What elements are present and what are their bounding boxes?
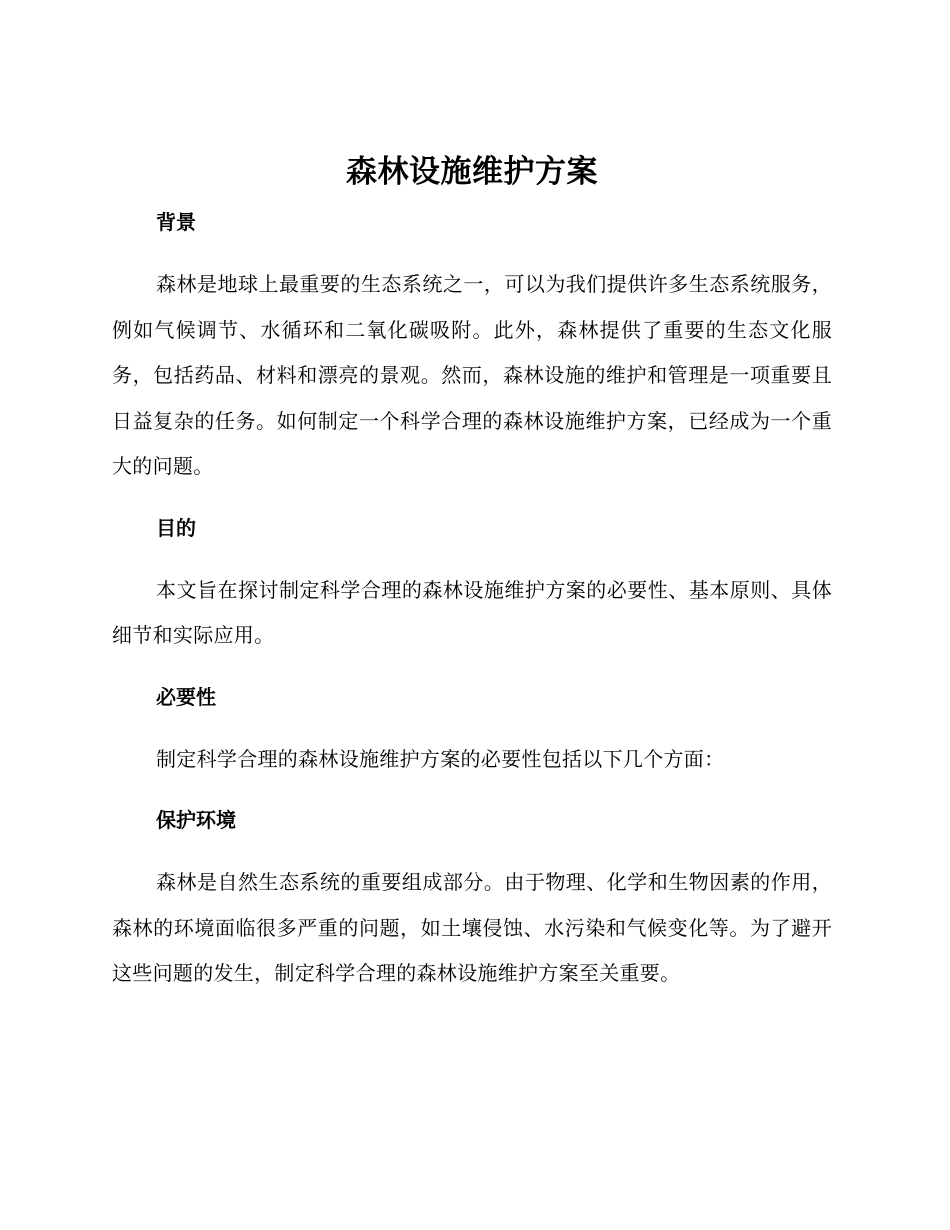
section-heading-purpose: 目的 [156, 515, 196, 540]
section-heading-background: 背景 [156, 210, 196, 234]
section-heading-protect-environment: 保护环境 [156, 808, 236, 832]
paragraph-purpose: 本文旨在探讨制定科学合理的森林设施维护方案的必要性、基本原则、具体细节和实际应用。 [112, 577, 832, 647]
document-content [112, 150, 832, 997]
section-heading-necessity: 必要性 [156, 684, 216, 709]
paragraph-background: 森林是地球上最重要的生态系统之一，可以为我们提供许多生态系统服务，例如气候调节、水循环和二氧化碳吸附。此外，森林提供了重要的生态文化服务，包括药品、材料和漂亮的景观。然而，森林设施的维护和管理是一项重要且日益复杂的任务。如何制定一个科学合理的森林设施维护方案，已经成为一个重大的问题。 [112, 272, 832, 478]
document-title: 森林设施维护方案 [346, 154, 598, 190]
paragraph-necessity: 制定科学合理的森林设施维护方案的必要性包括以下几个方面： [156, 746, 725, 771]
paragraph-protect-environment: 森林是自然生态系统的重要组成部分。由于物理、化学和生物因素的作用，森林的环境面临很多严重的问题，如土壤侵蚀、水污染和气候变化等。为了避开这些问题的发生，制定科学合理的森林设施维护方案至关重要。 [112, 870, 832, 985]
